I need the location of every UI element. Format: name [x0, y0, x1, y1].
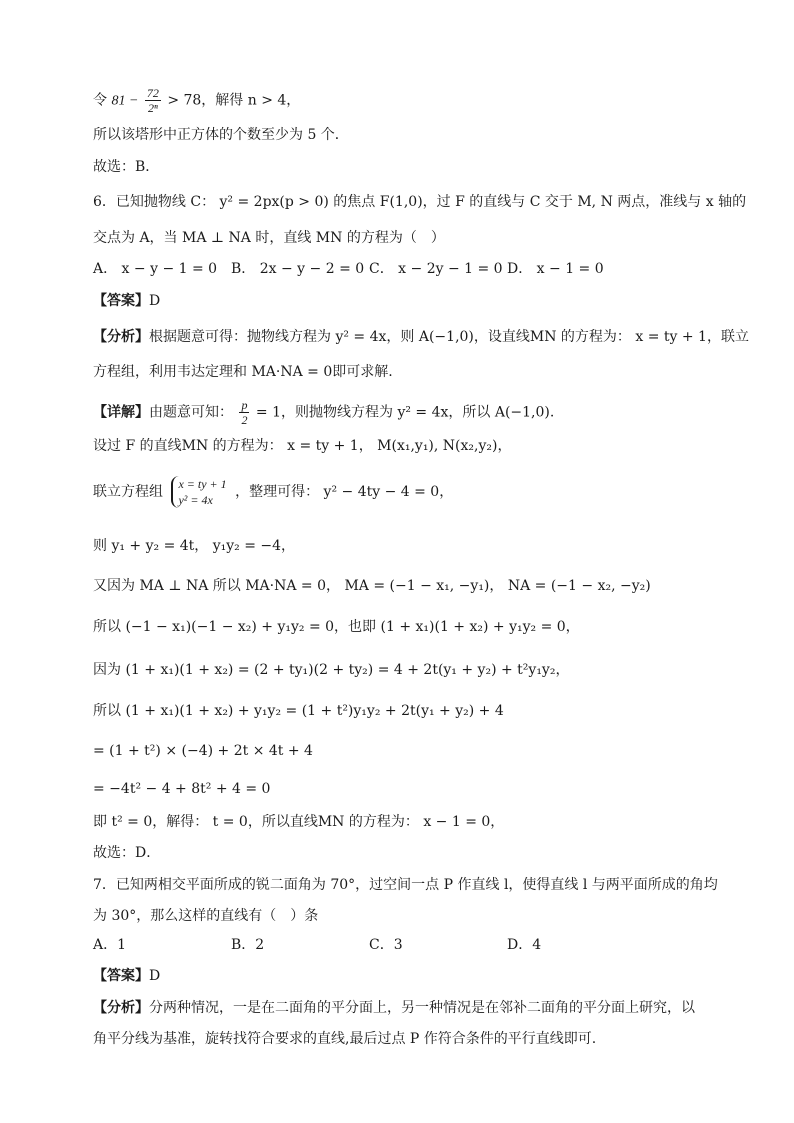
- question-6-stem-line-2: 交点为 A，当 MA ⊥ NA 时，直线 MN 的方程为（ ）: [93, 230, 445, 246]
- fraction-p-over-2: [239, 398, 249, 427]
- analysis-tag: 【分析】: [93, 329, 149, 345]
- detail-line-8: 所以 (1 + x₁)(1 + x₂) + y₁y₂ = (1 + t²)y₁y₂ + 2t(y₁ + y₂) + 4: [93, 703, 504, 719]
- fraction: [145, 86, 161, 115]
- equation-2: y² = 4x: [178, 493, 213, 507]
- detail-line-12: 故选：D．: [93, 845, 161, 861]
- question-6-answer: [93, 291, 160, 311]
- detail-line-6: 所以 (−1 − x₁)(−1 − x₂) + y₁y₂ = 0，也即 (1 + x₁)(1 + x₂) + y₁y₂ = 0，: [93, 619, 580, 635]
- answer-tag: 【答案】: [93, 293, 149, 309]
- math-expression: 81 −: [111, 93, 139, 109]
- question-6-analysis-line-2: 方程组，利用韦达定理和 MA·NA = 0即可求解.: [93, 364, 393, 380]
- question-7-options: [93, 935, 645, 955]
- question-7-analysis-line-1: [93, 998, 695, 1018]
- question-7-answer: [93, 966, 160, 986]
- fraction-denominator: 2ⁿ: [147, 101, 158, 115]
- fraction-numerator: 72: [146, 86, 159, 100]
- equation-1: x = ty + 1: [178, 477, 227, 491]
- solution-line-inequality: [93, 86, 300, 115]
- math-expression: > 78，解得 n > 4，: [167, 92, 301, 109]
- detail-line-7: 因为 (1 + x₁)(1 + x₂) = (2 + ty₁)(2 + ty₂) = 4 + 2t(y₁ + y₂) + t²y₁y₂，: [93, 662, 570, 678]
- fraction-denominator: 2: [241, 413, 248, 427]
- detail-line-2: 设过 F 的直线MN 的方程为： x = ty + 1， M(x₁,y₁), N(x₂,y₂)，: [93, 438, 512, 454]
- option-c: C． x − 2y − 1 = 0: [369, 261, 503, 277]
- solution-line-choice: 故选：B．: [93, 159, 160, 175]
- question-7-stem-line-2: 为 30°，那么这样的直线有（ ）条: [93, 908, 319, 924]
- detail-line-11: 即 t² = 0，解得： t = 0，所以直线MN 的方程为： x − 1 = 0，: [93, 814, 505, 830]
- question-7-stem-line-1: 7．已知两相交平面所成的锐二面角为 70°，过空间一点 P 作直线 l，使得直线 l 与两平面所成的角均: [93, 877, 718, 893]
- option-d: D． x − 1 = 0: [507, 261, 604, 277]
- answer-tag: 【答案】: [93, 968, 149, 984]
- question-6-stem-line-1: 6．已知抛物线 C： y² = 2px(p > 0) 的焦点 F(1,0)，过 F 的直线与 C 交于 M, N 两点，准线与 x 轴的: [93, 194, 747, 210]
- detail-line-4: 则 y₁ + y₂ = 4t， y₁y₂ = −4，: [93, 538, 296, 554]
- analysis-text: 根据题意可得：抛物线方程为 y² = 4x，则 A(−1,0)，设直线MN 的方程为： x = ty + 1，联立: [149, 329, 749, 345]
- question-6-detail-line-1: [93, 398, 554, 427]
- option-b: B． 2x − y − 2 = 0: [231, 261, 365, 277]
- detail-text: ，整理可得： y² − 4ty − 4 = 0，: [235, 484, 454, 500]
- option-b: B．2: [231, 937, 265, 953]
- fraction-numerator: p: [241, 398, 248, 412]
- detail-tag: 【详解】: [93, 404, 149, 421]
- analysis-tag: 【分析】: [93, 1000, 149, 1016]
- question-6-analysis-line-1: [93, 327, 749, 347]
- equation-system: [171, 476, 226, 508]
- text-let: 令: [93, 92, 107, 109]
- option-a: A． x − y − 1 = 0: [93, 261, 218, 277]
- option-a: A．1: [93, 937, 127, 953]
- answer-value: D: [149, 293, 161, 309]
- detail-line-3-system: [93, 476, 453, 508]
- detail-text: 联立方程组: [93, 484, 163, 500]
- option-c: C．3: [369, 937, 403, 953]
- detail-line-10: = −4t² − 4 + 8t² + 4 = 0: [93, 781, 271, 797]
- question-7-analysis-line-2: 角平分线为基准，旋转找符合要求的直线,最后过点 P 作符合条件的平行直线即可.: [93, 1031, 597, 1047]
- detail-line-5: 又因为 MA ⊥ NA 所以 MA·NA = 0， MA = (−1 − x₁, −y₁)， NA = (−1 − x₂, −y₂): [93, 578, 651, 594]
- question-6-options: [93, 259, 645, 279]
- detail-text: 由题意可知：: [149, 404, 233, 421]
- answer-value: D: [149, 968, 161, 984]
- solution-line-conclusion: 所以该塔形中正方体的个数至少为 5 个．: [93, 127, 349, 143]
- option-d: D．4: [507, 937, 542, 953]
- analysis-text: 分两种情况，一是在二面角的平分面上，另一种情况是在邻补二面角的平分面上研究，以: [149, 1000, 695, 1016]
- detail-line-9: = (1 + t²) × (−4) + 2t × 4t + 4: [93, 743, 313, 759]
- detail-text: = 1，则抛物线方程为 y² = 4x，所以 A(−1,0).: [255, 404, 555, 421]
